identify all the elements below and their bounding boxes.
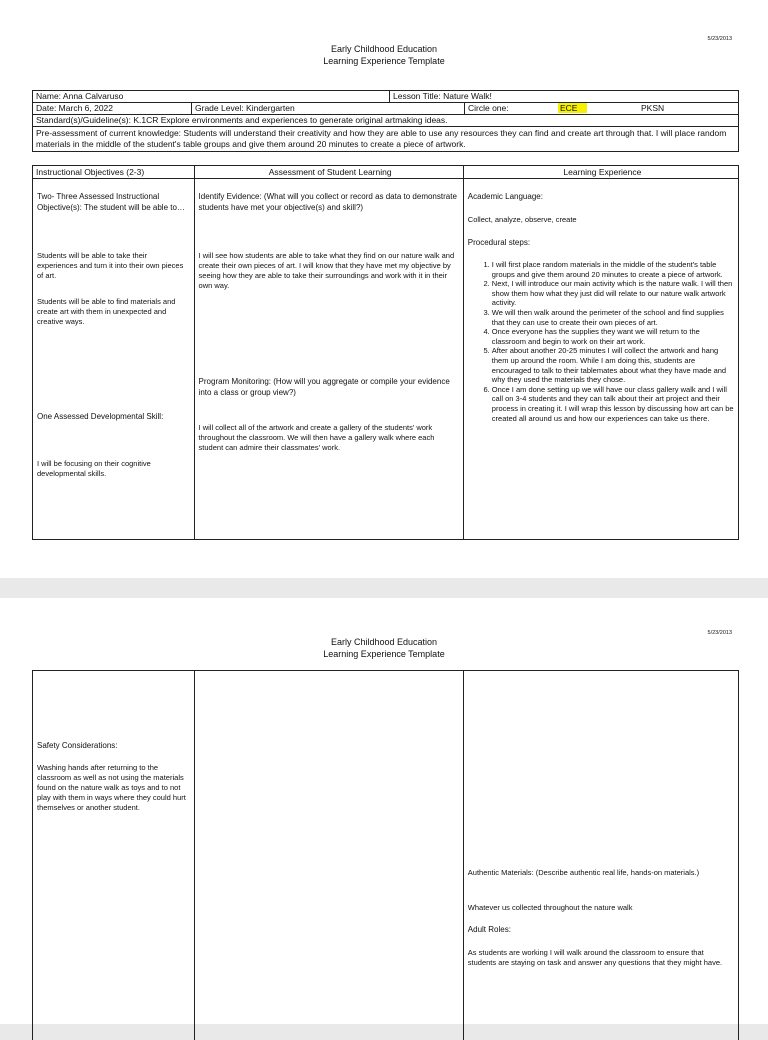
document-page-2 [0, 598, 768, 1024]
list-item: 5. After about another 20-25 minutes I will collect the artwork and hang them up around the room. While I am doing this, students are encouraged to talk to their tablemates about what they have made and why they used the materials they chose. [492, 346, 734, 384]
circle-one-label: Circle one: [468, 103, 509, 113]
dev-skill-heading: One Assessed Developmental Skill: [37, 412, 164, 421]
procedural-steps-list [468, 260, 734, 423]
academic-language-text: Collect, analyze, observe, create [467, 215, 577, 224]
empty-column [195, 671, 464, 1040]
main-table-page-1 [32, 165, 739, 540]
adult-roles-heading: Adult Roles: [467, 925, 511, 934]
date-stamp: 5/23/2013 [707, 36, 732, 42]
adult-roles-text: As students are working I will walk around the classroom to ensure that students are staying on task and answer any questions that they might have. [467, 948, 723, 967]
objective-1: Students will be able to take their experiences and turn it into their own pieces of art. [37, 251, 184, 280]
header-instructional-objectives: Instructional Objectives (2-3) [33, 166, 195, 178]
standards-cell: Standard(s)/Guideline(s): K.1CR Explore environments and experiences to generate original artmaking ideas. [36, 115, 448, 125]
title-line-1: Early Childhood Education [330, 44, 438, 54]
table-header [33, 166, 738, 179]
safety-heading: Safety Considerations: [37, 741, 118, 750]
identify-evidence-text: I will see how students are able to take what they find on our nature walk and create their own pieces of art. I will know that they have met my objective by seeing how they are able to take their surroundings and work with it in their own way. [198, 251, 455, 290]
list-item: 2. Next, I will introduce our main activity which is the nature walk. I will then show them how what they just did will relate to our nature walk artwork activity. [492, 279, 734, 308]
title-line-2: Learning Experience Template [323, 649, 445, 659]
objectives-heading: Two- Three Assessed Instructional Objective(s): The student will be able to… [37, 192, 185, 212]
ece-option: ECE [558, 103, 587, 113]
name-cell: Name: Anna Calvaruso [33, 91, 390, 102]
header-row-date [33, 103, 738, 115]
authentic-materials-heading: Authentic Materials: (Describe authentic real life, hands-on materials.) [467, 868, 700, 877]
list-item: 1. I will first place random materials in the middle of the student's table groups and give them around 20 minutes to create a piece of artwork. [492, 260, 734, 279]
header-learning-experience: Learning Experience [563, 167, 642, 177]
program-monitoring-heading: Program Monitoring: (How will you aggregate or compile your evidence into a class or group view?) [198, 377, 450, 397]
document-title [0, 636, 768, 660]
procedural-steps-heading: Procedural steps: [467, 238, 531, 247]
pre-assessment-cell: Pre-assessment of current knowledge: Students will understand their creativity and how they are able to use any resources they can find and create art through that. I will place random materials in the middle of the student's table groups and give them around 20 minutes to create a piece of artwork. [36, 128, 727, 149]
procedural-steps [468, 260, 734, 423]
assessment-column [195, 179, 464, 539]
circle-one-cell [465, 103, 738, 114]
header-row-name [33, 91, 738, 103]
table-body [33, 671, 738, 1040]
list-item: 6. Once I am done setting up we will have our class gallery walk and I will call on 3-4 students and they can talk about their art project and their process in creating it. I will wrap this lesson by discussing how art can be created all around us and how our experiences can take us there. [492, 385, 734, 423]
main-table-page-2 [32, 670, 739, 1040]
materials-column [464, 671, 738, 1040]
table-body [33, 179, 738, 539]
title-line-2: Learning Experience Template [323, 56, 445, 66]
document-title [0, 43, 768, 67]
header-assessment: Assessment of Student Learning [195, 166, 464, 178]
header-table [32, 90, 739, 152]
identify-evidence-heading: Identify Evidence: (What will you collect or record as data to demonstrate students have met your objective(s) and skill?) [198, 192, 457, 212]
list-item: 4. Once everyone has the supplies they want we will return to the classroom and begin to work on their art work. [492, 327, 734, 346]
safety-column [33, 671, 195, 1040]
objectives-column [33, 179, 195, 539]
grade-level-cell: Grade Level: Kindergarten [192, 103, 465, 114]
lesson-title-cell: Lesson Title: Nature Walk! [393, 91, 492, 101]
authentic-materials-text: Whatever us collected throughout the nature walk [467, 903, 633, 912]
date-cell: Date: March 6, 2022 [33, 103, 192, 114]
date-stamp: 5/23/2013 [707, 630, 732, 636]
dev-skill-text: I will be focusing on their cognitive developmental skills. [37, 459, 151, 478]
learning-experience-column [464, 179, 738, 539]
header-row-standards [33, 115, 738, 127]
program-monitoring-text: I will collect all of the artwork and create a gallery of the students' work throughout the classroom. We will then have a gallery walk where each student can admire their classmates' work. [198, 423, 435, 452]
academic-language-heading: Academic Language: [467, 192, 543, 201]
pksn-option: PKSN [641, 103, 665, 113]
title-line-1: Early Childhood Education [330, 637, 438, 647]
list-item: 3. We will then walk around the perimeter of the school and find supplies that they can use to create their own pieces of art. [492, 308, 734, 327]
objective-2: Students will be able to find materials and create art with them in unexpected and creative ways. [37, 297, 176, 326]
safety-text: Washing hands after returning to the classroom as well as not using the materials found on the nature walk as toys and to not play with them in ways where they could hurt themselves or another student. [37, 763, 186, 812]
